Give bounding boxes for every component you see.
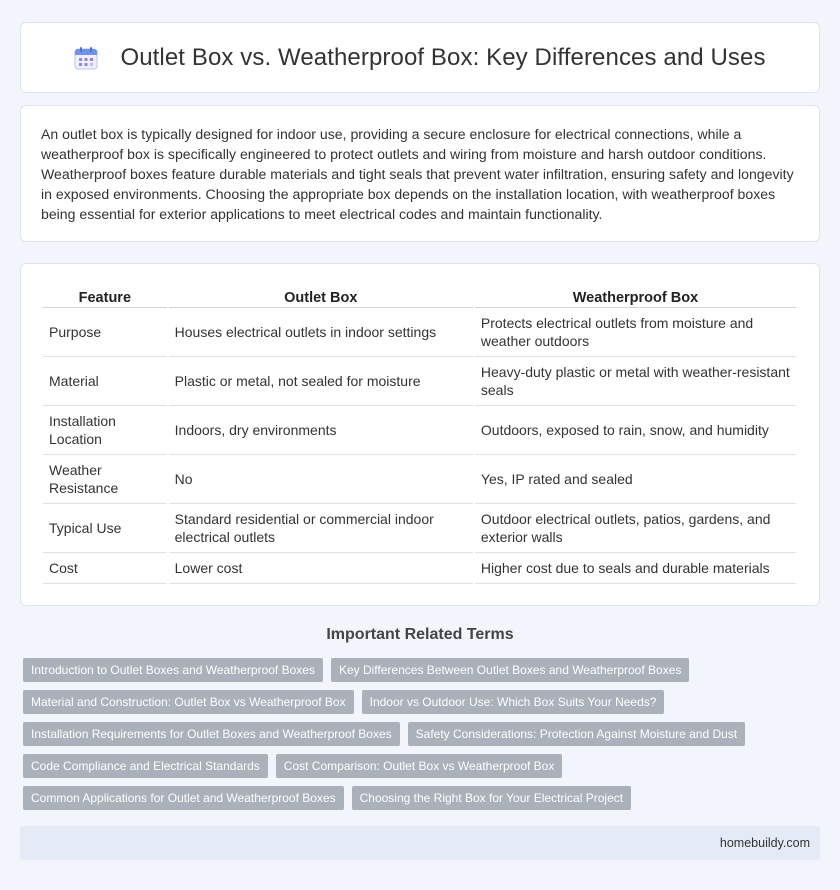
related-term-tag[interactable]: Indoor vs Outdoor Use: Which Box Suits Your Needs? bbox=[362, 690, 665, 714]
related-term-tag[interactable]: Safety Considerations: Protection Against Moisture and Dust bbox=[408, 722, 746, 746]
related-term-tag[interactable]: Installation Requirements for Outlet Boxes and Weatherproof Boxes bbox=[23, 722, 400, 746]
table-cell-feature: Weather Resistance bbox=[43, 455, 167, 504]
table-row bbox=[43, 357, 796, 406]
related-term-tag[interactable]: Cost Comparison: Outlet Box vs Weatherproof Box bbox=[276, 754, 563, 778]
related-terms-section bbox=[20, 626, 820, 818]
column-header-outlet-box: Outlet Box bbox=[169, 280, 473, 308]
footer bbox=[20, 826, 820, 860]
table-cell-outlet-box: Standard residential or commercial indoor electrical outlets bbox=[169, 504, 473, 553]
table-cell-feature: Material bbox=[43, 357, 167, 406]
table-cell-outlet-box: Indoors, dry environments bbox=[169, 406, 473, 455]
table-cell-weatherproof-box: Outdoors, exposed to rain, snow, and humidity bbox=[475, 406, 796, 455]
table-cell-weatherproof-box: Outdoor electrical outlets, patios, gardens, and exterior walls bbox=[475, 504, 796, 553]
comparison-table-card bbox=[20, 263, 820, 606]
related-term-tag[interactable]: Common Applications for Outlet and Weatherproof Boxes bbox=[23, 786, 344, 810]
related-terms-tags bbox=[20, 658, 820, 818]
related-term-tag[interactable]: Key Differences Between Outlet Boxes and Weatherproof Boxes bbox=[331, 658, 689, 682]
table-row bbox=[43, 553, 796, 584]
table-row bbox=[43, 406, 796, 455]
table-row bbox=[43, 504, 796, 553]
page-title: Outlet Box vs. Weatherproof Box: Key Differences and Uses bbox=[120, 43, 766, 71]
related-terms-title: Important Related Terms bbox=[326, 626, 514, 643]
table-cell-feature: Installation Location bbox=[43, 406, 167, 455]
table-cell-feature: Purpose bbox=[43, 308, 167, 357]
title-wrap bbox=[74, 44, 765, 72]
comparison-table bbox=[41, 280, 798, 584]
table-cell-weatherproof-box: Protects electrical outlets from moisture and weather outdoors bbox=[475, 308, 796, 357]
table-cell-feature: Cost bbox=[43, 553, 167, 584]
related-term-tag[interactable]: Choosing the Right Box for Your Electrical Project bbox=[352, 786, 631, 810]
intro-card bbox=[20, 105, 820, 242]
calendar-icon bbox=[74, 46, 98, 70]
table-row bbox=[43, 455, 796, 504]
footer-site-name: homebuildy.com bbox=[719, 836, 810, 850]
column-header-feature: Feature bbox=[43, 280, 167, 308]
table-row bbox=[43, 308, 796, 357]
header-card bbox=[20, 22, 820, 93]
table-cell-outlet-box: Plastic or metal, not sealed for moisture bbox=[169, 357, 473, 406]
table-header-row bbox=[43, 280, 796, 308]
table-cell-outlet-box: No bbox=[169, 455, 473, 504]
related-term-tag[interactable]: Introduction to Outlet Boxes and Weatherproof Boxes bbox=[23, 658, 323, 682]
table-cell-outlet-box: Lower cost bbox=[169, 553, 473, 584]
related-term-tag[interactable]: Material and Construction: Outlet Box vs Weatherproof Box bbox=[23, 690, 354, 714]
column-header-weatherproof-box: Weatherproof Box bbox=[475, 280, 796, 308]
intro-paragraph: An outlet box is typically designed for indoor use, providing a secure enclosure for electrical connections, while a weatherproof box is specifically engineered to protect outlets and wiring from moisture and harsh outdoor conditions. Weatherproof boxes feature durable materials and tight seals that prevent water infiltration, ensuring safety and longevity in exposed environments. Choosing the appropriate box depends on the installation location, with weatherproof boxes being essential for exterior applications to meet electrical codes and maintain functionality. bbox=[41, 126, 794, 222]
table-cell-weatherproof-box: Yes, IP rated and sealed bbox=[475, 455, 796, 504]
table-cell-weatherproof-box: Higher cost due to seals and durable materials bbox=[475, 553, 796, 584]
related-term-tag[interactable]: Code Compliance and Electrical Standards bbox=[23, 754, 268, 778]
table-cell-feature: Typical Use bbox=[43, 504, 167, 553]
table-cell-outlet-box: Houses electrical outlets in indoor settings bbox=[169, 308, 473, 357]
table-cell-weatherproof-box: Heavy-duty plastic or metal with weather-resistant seals bbox=[475, 357, 796, 406]
